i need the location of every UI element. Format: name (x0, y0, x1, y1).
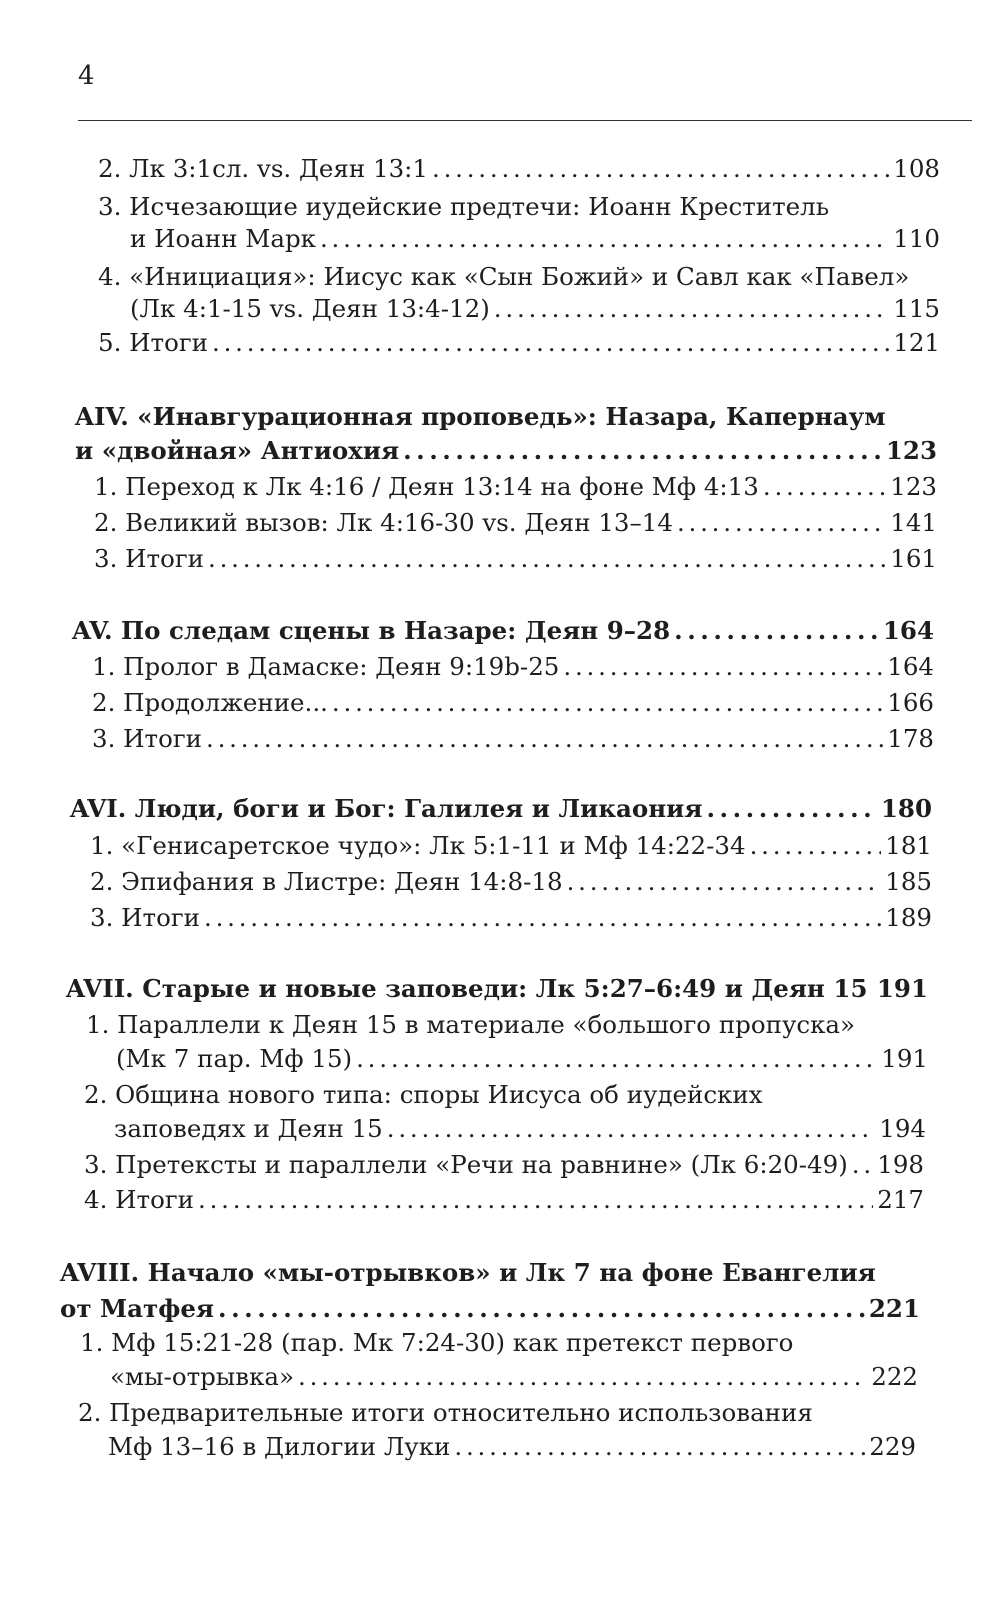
toc-entry[interactable] (98, 326, 940, 360)
toc-entry-line1[interactable] (78, 1396, 918, 1430)
toc-page-number: 161 (890, 544, 937, 573)
toc-page-number: 121 (893, 328, 940, 357)
toc-entry[interactable] (84, 1183, 924, 1217)
leader-dots (432, 152, 889, 186)
toc-entry[interactable] (116, 1042, 928, 1076)
toc-page-number: 178 (887, 724, 934, 753)
leader-dots (494, 292, 889, 326)
toc-entry-title: 4. Итоги (84, 1185, 194, 1214)
leader-dots (563, 650, 883, 684)
toc-section-heading[interactable] (66, 972, 928, 1006)
toc-entry[interactable] (90, 865, 932, 899)
toc-entry-title: 2. Лк 3:1сл. vs. Деян 13:1 (98, 154, 428, 183)
toc-entry-title: 3. Итоги (92, 724, 202, 753)
toc-entry[interactable] (98, 152, 940, 186)
toc-page-number: 141 (890, 508, 937, 537)
toc-entry[interactable] (84, 1148, 924, 1182)
toc-entry-title: 2. Предварительные итоги относительно использования (78, 1398, 813, 1427)
toc-entry-title: 3. Исчезающие иудейские предтечи: Иоанн Креститель (98, 192, 830, 221)
toc-entry-title: 1. «Генисаретское чудо»: Лк 5:1-11 и Мф 14:22-34 (90, 831, 746, 860)
leader-dots (403, 434, 882, 468)
toc-entry-title: заповедях и Деян 15 (114, 1114, 383, 1143)
leader-dots (206, 722, 883, 756)
toc-page-number: 110 (893, 224, 940, 253)
toc-page-number: 115 (893, 294, 940, 323)
toc-section-heading[interactable] (72, 614, 934, 648)
toc-section-heading-line1[interactable] (60, 1256, 920, 1290)
toc-page-number: 194 (879, 1114, 926, 1143)
toc-entry-title: 2. Эпифания в Листре: Деян 14:8-18 (90, 867, 563, 896)
toc-entry-title: 2. Община нового типа: споры Иисуса об иудейских (84, 1080, 763, 1109)
toc-entry-title: 3. Итоги (94, 544, 204, 573)
toc-entry-line1[interactable] (84, 1078, 926, 1112)
toc-section-heading[interactable] (60, 1292, 920, 1326)
toc-section-heading-line1[interactable] (75, 400, 937, 434)
toc-entry[interactable] (92, 686, 934, 720)
leader-dots (298, 1360, 867, 1394)
leader-dots (852, 1148, 873, 1182)
toc-entry[interactable] (110, 1360, 918, 1394)
leader-dots (320, 222, 889, 256)
section-title: AIV. «Инавгурационная проповедь»: Назара, Капернаум (75, 402, 886, 431)
section-page-number: 123 (885, 436, 937, 465)
page-number: 4 (78, 61, 95, 91)
toc-entry-line1[interactable] (98, 260, 940, 294)
leader-dots (763, 470, 886, 504)
leader-dots (332, 686, 883, 720)
leader-dots (204, 901, 881, 935)
toc-entry-title: и Иоанн Марк (130, 224, 316, 253)
toc-entry-title: 1. Переход к Лк 4:16 / Деян 13:14 на фоне Мф 4:13 (94, 472, 759, 501)
toc-page-number: 189 (885, 903, 932, 932)
leader-dots (567, 865, 882, 899)
toc-page-number: 185 (885, 867, 932, 896)
toc-entry-title: 2. Великий вызов: Лк 4:16-30 vs. Деян 13–14 (94, 508, 673, 537)
leader-dots (198, 1183, 873, 1217)
toc-entry-line1[interactable] (80, 1326, 920, 1360)
leader-dots (674, 614, 879, 648)
section-title: AVI. Люди, боги и Бог: Галилея и Ликаония (70, 794, 703, 823)
leader-dots (387, 1112, 875, 1146)
toc-entry[interactable] (92, 722, 934, 756)
toc-page-number: 166 (887, 688, 934, 717)
leader-dots (750, 829, 882, 863)
toc-entry[interactable] (108, 1430, 916, 1464)
toc-page-number: 222 (871, 1362, 918, 1391)
leader-dots (872, 972, 873, 1006)
section-title: и «двойная» Антиохия (75, 436, 400, 465)
toc-page-number: 191 (881, 1044, 928, 1073)
toc-entry-title: (Лк 4:1-15 vs. Деян 13:4-12) (130, 294, 490, 323)
toc-entry[interactable] (130, 222, 940, 256)
toc-page-number: 123 (890, 472, 937, 501)
section-title: AV. По следам сцены в Назаре: Деян 9–28 (72, 616, 671, 645)
leader-dots (208, 542, 886, 576)
toc-entry[interactable] (92, 650, 934, 684)
toc-entry[interactable] (94, 506, 937, 540)
toc-entry-line1[interactable] (98, 190, 940, 224)
toc-entry[interactable] (90, 829, 932, 863)
section-page-number: 180 (880, 794, 932, 823)
toc-entry-title: Мф 13–16 в Дилогии Луки (108, 1432, 451, 1461)
section-title: AVIII. Начало «мы-отрывков» и Лк 7 на фоне Евангелия (60, 1258, 876, 1287)
toc-section-heading[interactable] (75, 434, 937, 468)
toc-page-number: 198 (877, 1150, 924, 1179)
toc-page-number: 164 (887, 652, 934, 681)
toc-entry-title: 4. «Инициация»: Иисус как «Сын Божий» и Савл как «Павел» (98, 262, 910, 291)
toc-entry[interactable] (114, 1112, 926, 1146)
toc-entry[interactable] (90, 901, 932, 935)
toc-entry-title: 1. Пролог в Дамаске: Деян 9:19b-25 (92, 652, 560, 681)
toc-entry-title: 1. Параллели к Деян 15 в материале «большого пропуска» (86, 1010, 855, 1039)
section-page-number: 191 (876, 974, 928, 1003)
toc-entry-title: «мы-отрывка» (110, 1362, 295, 1391)
toc-entry-title: (Мк 7 пар. Мф 15) (116, 1044, 353, 1073)
section-page-number: 164 (882, 616, 934, 645)
toc-entry-title: 2. Продолжение... (92, 688, 328, 717)
toc-entry-title: 3. Итоги (90, 903, 200, 932)
toc-page-number: 181 (885, 831, 932, 860)
leader-dots (212, 326, 889, 360)
toc-entry-title: 5. Итоги (98, 328, 208, 357)
toc-page-number: 217 (877, 1185, 924, 1214)
section-page-number: 221 (868, 1294, 920, 1323)
toc-entry-line1[interactable] (86, 1008, 928, 1042)
leader-dots (218, 1292, 865, 1326)
toc-page-number: 229 (869, 1432, 916, 1461)
toc-page-number: 108 (893, 154, 940, 183)
toc-entry-title: 1. Мф 15:21-28 (пар. Мк 7:24-30) как претекст первого (80, 1328, 794, 1357)
leader-dots (454, 1430, 865, 1464)
toc-entry[interactable] (94, 542, 937, 576)
toc-section-heading[interactable] (70, 792, 932, 826)
section-title: AVII. Старые и новые заповеди: Лк 5:27–6:49 и Деян 15 (66, 974, 868, 1003)
leader-dots (356, 1042, 877, 1076)
toc-entry-title: 3. Претексты и параллели «Речи на равнине» (Лк 6:20-49) (84, 1150, 848, 1179)
toc-entry[interactable] (94, 470, 937, 504)
leader-dots (706, 792, 876, 826)
section-title: от Матфея (60, 1294, 215, 1323)
leader-dots (677, 506, 886, 540)
toc-entry[interactable] (130, 292, 940, 326)
